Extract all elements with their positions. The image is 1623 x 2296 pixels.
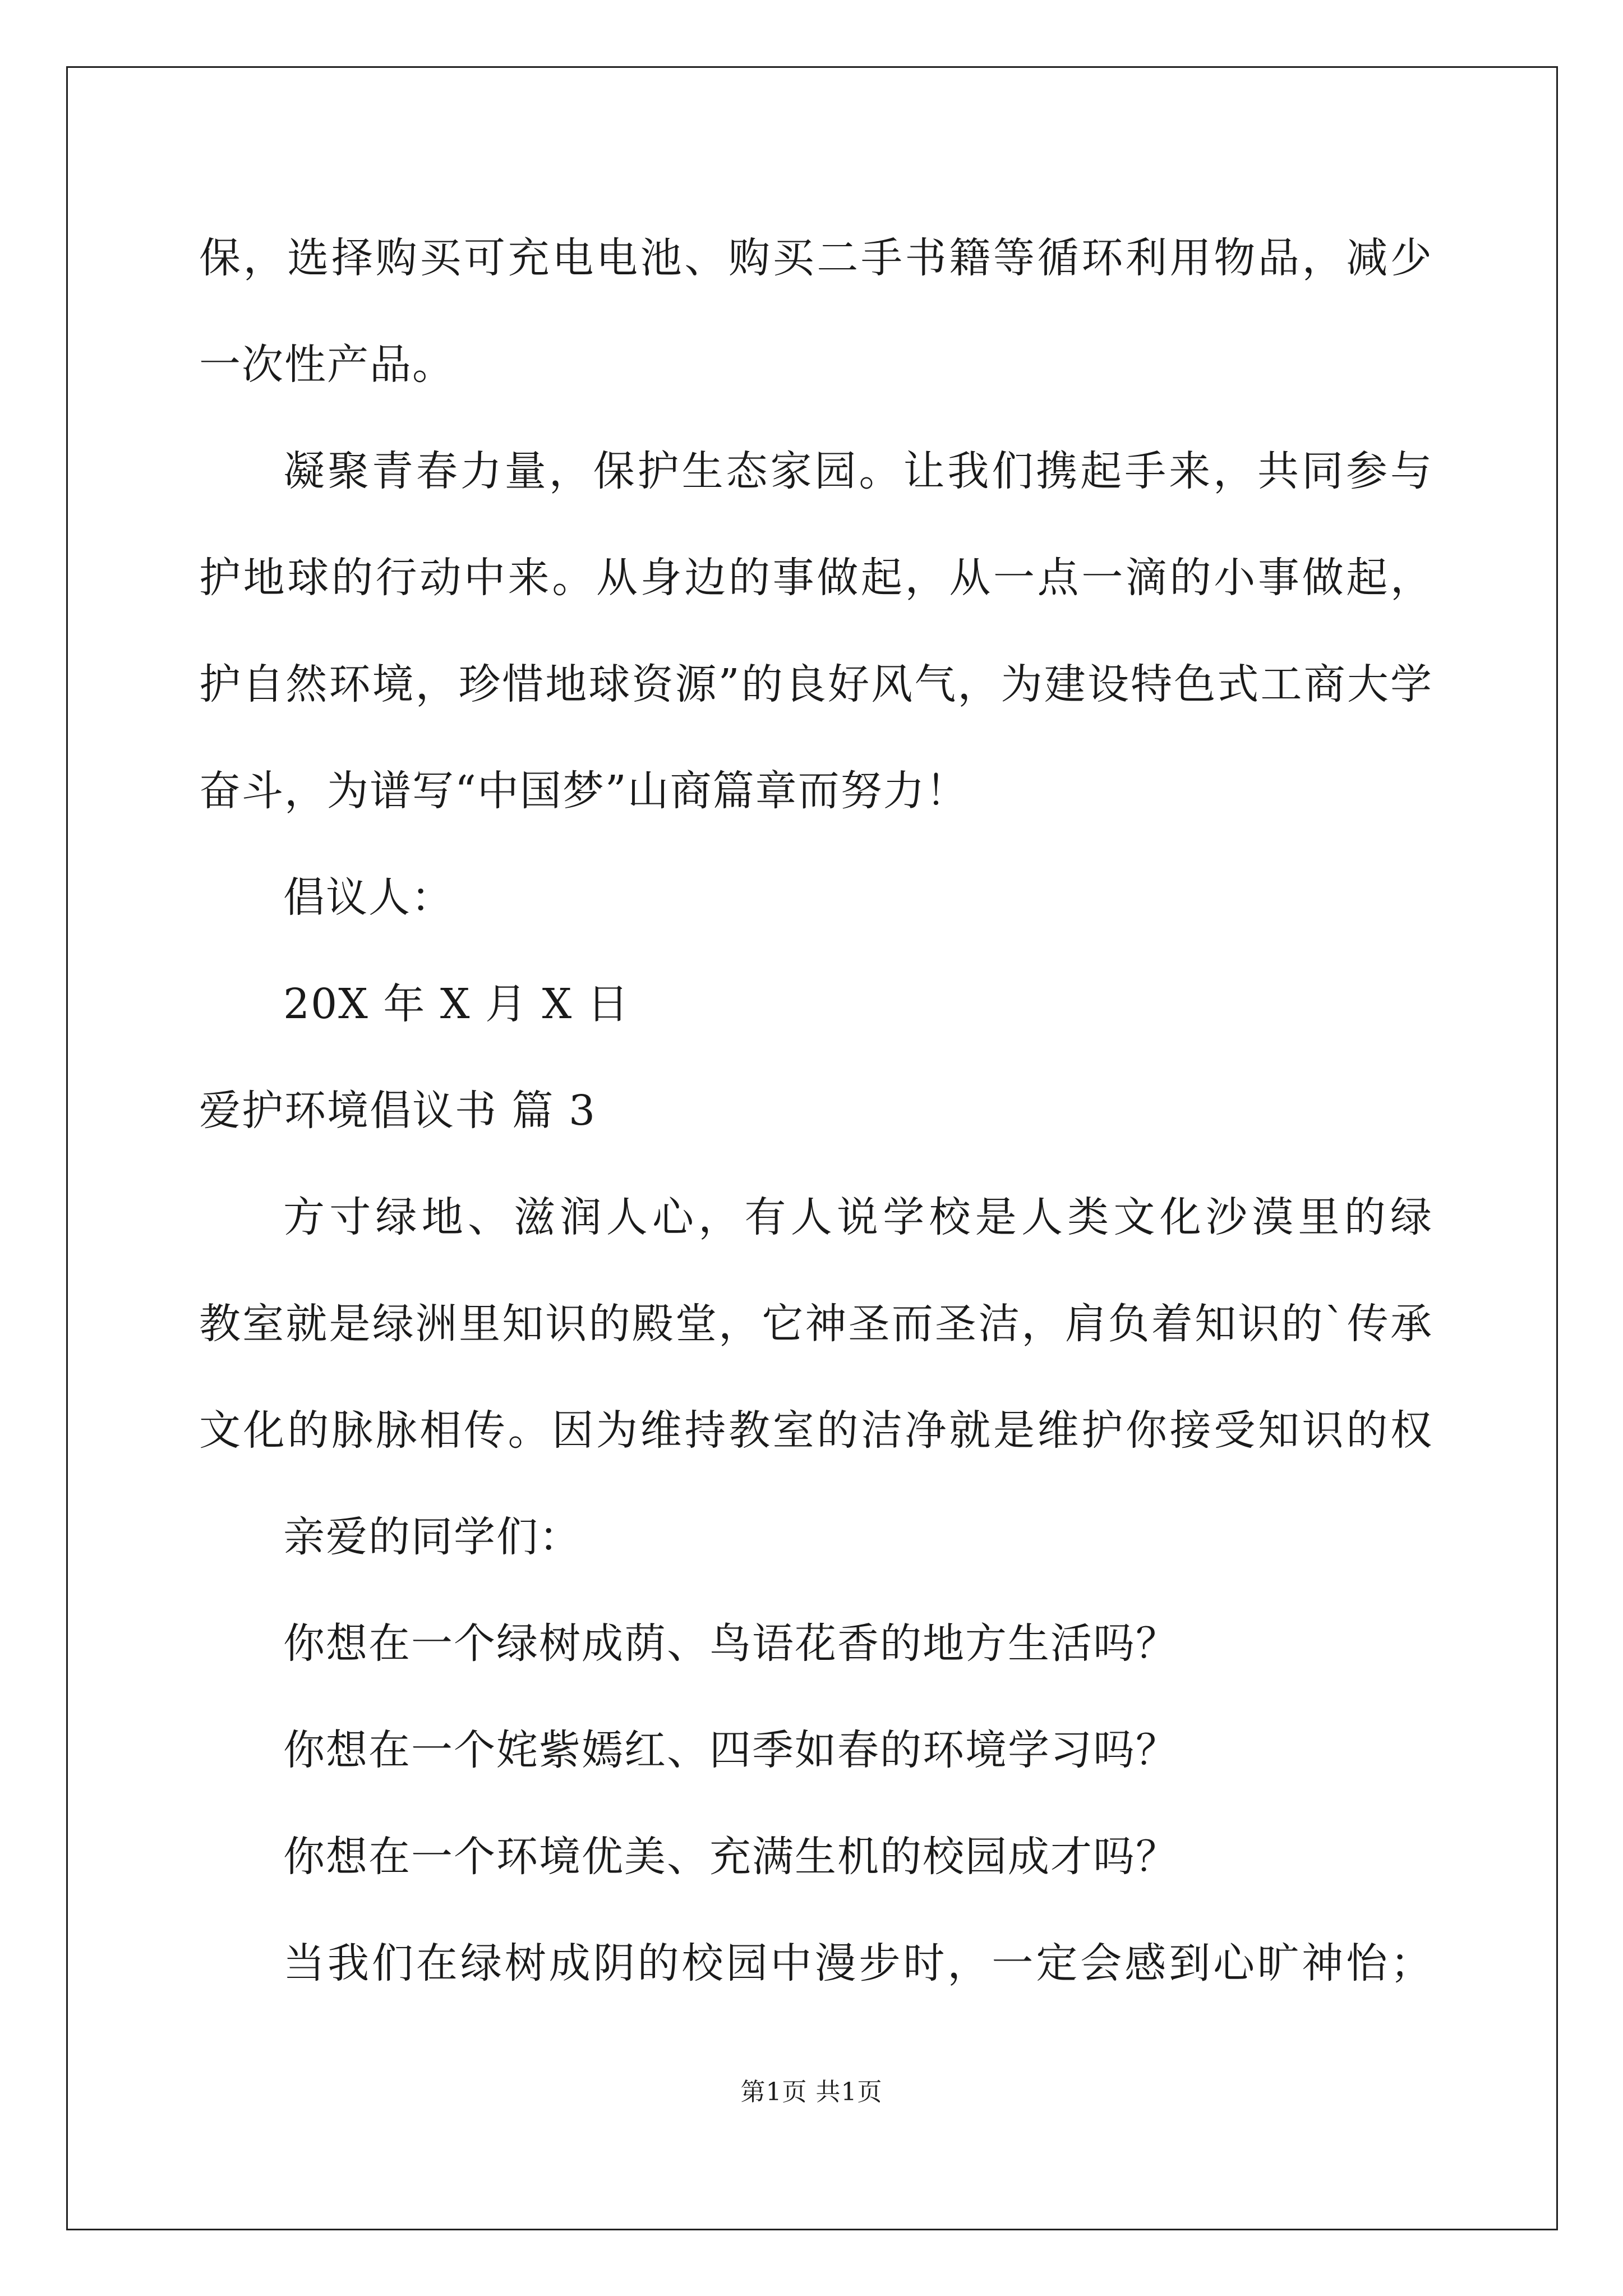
section-heading: 爱护环境倡议书 篇 3 [199, 1087, 597, 1135]
question-line: 你想在一个姹紫嫣红、四季如春的环境学习吗？ [283, 1726, 1178, 1774]
text-line: 一次性产品。 [199, 341, 455, 389]
text-line: 保，选择购买可充电电池、购买二手书籍等循环利用物品，减少 [199, 234, 1433, 282]
document-body [199, 205, 1433, 2017]
question-line: 你想在一个环境优美、充满生机的校园成才吗？ [283, 1833, 1178, 1881]
text-line: 奋斗，为谱写“中国梦”山商篇章而努力！ [199, 767, 969, 815]
text-line: 护地球的行动中来。从身边的事做起，从一点一滴的小事做起， [199, 554, 1433, 602]
page-number: 第1页 共1页 [740, 2078, 883, 2106]
paragraph-first-line: 凝聚青春力量，保护生态家园。让我们携起手来，共同参与 [283, 447, 1433, 495]
page-footer [0, 2076, 1623, 2109]
question-line: 你想在一个绿树成荫、鸟语花香的地方生活吗？ [283, 1619, 1178, 1668]
signature-label: 倡议人： [283, 873, 454, 922]
salutation: 亲爱的同学们： [283, 1513, 582, 1561]
text-line: 文化的脉脉相传。因为维持教室的洁净就是维护你接受知识的权 [199, 1406, 1433, 1455]
date-line: 20X 年 X 月 X 日 [283, 980, 630, 1028]
paragraph-first-line: 当我们在绿树成阴的校园中漫步时，一定会感到心旷神怡； [283, 1939, 1433, 1987]
paragraph-first-line: 方寸绿地、滋润人心，有人说学校是人类文化沙漠里的绿 [283, 1193, 1433, 1241]
text-line: 教室就是绿洲里知识的殿堂，它神圣而圣洁，肩负着知识的`传承 [199, 1300, 1433, 1348]
text-line: 护自然环境，珍惜地球资源”的良好风气，为建设特色式工商大学 [199, 660, 1433, 708]
